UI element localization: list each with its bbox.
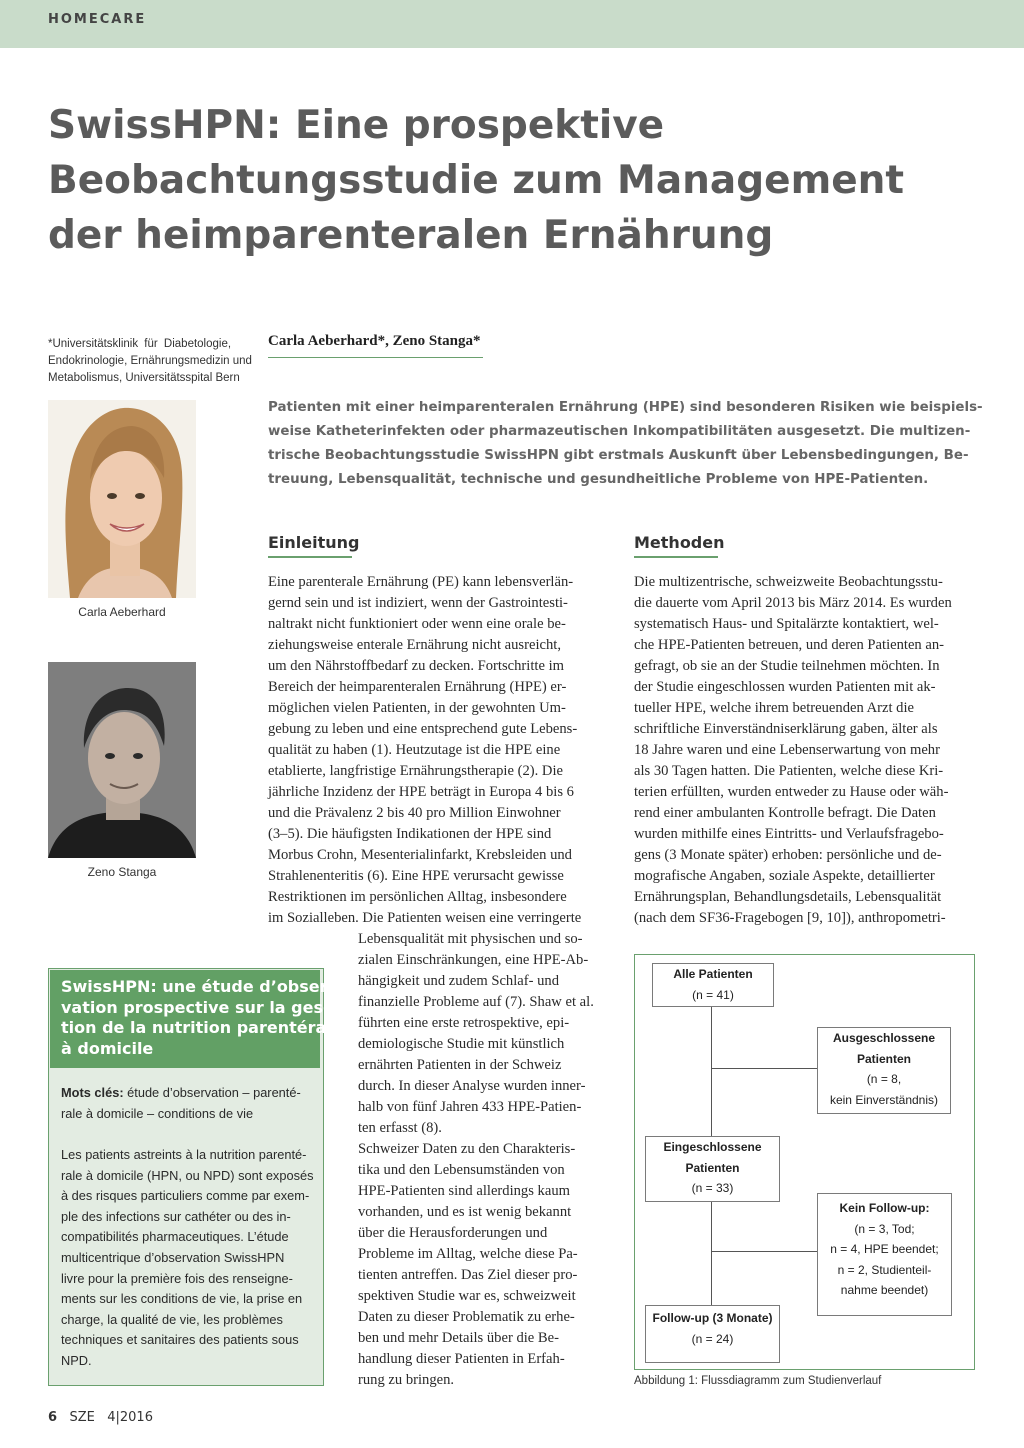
- title-line: à domicile: [61, 1038, 154, 1058]
- box-title: Alle Patienten: [673, 967, 753, 981]
- text-line: möglichen vielen Patienten, in der gewohnten Um-: [268, 700, 566, 716]
- text-line: NPD.: [61, 1352, 92, 1368]
- text-line: à des risques particuliers comme par exem-: [61, 1188, 310, 1204]
- text-line: ments sur les conditions de vie, la prise en: [61, 1291, 303, 1307]
- photo-caption: Carla Aeberhard: [78, 605, 166, 619]
- text-line: demiologische Studie mit künstlich: [358, 1036, 565, 1052]
- text-line: mografische Angaben, soziale Aspekte, detaillierter: [634, 868, 935, 884]
- flowchart-box-no-followup: [817, 1193, 952, 1316]
- text-line: Morbus Crohn, Mesenterialinfarkt, Krebsleiden und: [268, 847, 572, 863]
- section-header-bar: [0, 0, 1024, 48]
- lead-line: weise Katheterinfekten oder pharmazeutischen Inkompatibilitäten ausgesetzt. Die multizen-: [268, 424, 971, 439]
- text-line: schriftliche Einverständniserklärung gaben, älter als: [634, 721, 938, 737]
- text-line: zialen Einschränkungen, eine HPE-Ab-: [358, 952, 589, 968]
- text-line: Probleme im Alltag, welche diese Pa-: [358, 1246, 578, 1262]
- page-footer: [48, 1410, 153, 1425]
- text-line: ple des infections sur cathéter ou des in-: [61, 1208, 291, 1224]
- text-line: gebung zu leben und eine entsprechend gute Lebens-: [268, 721, 578, 737]
- keywords-line: rale à domicile – conditions de vie: [61, 1105, 254, 1121]
- lead-line: trische Beobachtungsstudie SwissHPN gibt erstmals Auskunft über Lebensbedingungen, Be-: [268, 448, 969, 463]
- text-line: jährliche Inzidenz der HPE beträgt in Europa 4 bis 6: [268, 784, 574, 800]
- heading-underline: [634, 556, 718, 558]
- journal-name: SZE: [69, 1410, 95, 1425]
- lead-line: treuung, Lebensqualität, technische und gesundheitliche Probleme von HPE-Patienten.: [268, 472, 929, 487]
- text-line: tika und den Lebensumständen von: [358, 1162, 565, 1178]
- keywords-text: étude d’observation – parenté-: [123, 1085, 301, 1100]
- box-title: Eingeschlossene: [663, 1140, 762, 1154]
- text-line: multicentrique d’observation SwissHPN: [61, 1249, 285, 1265]
- text-line: tienten antreffen. Das Ziel dieser pro-: [358, 1267, 578, 1283]
- text-line: Bereich der heimparenteralen Ernährung (HPE) er-: [268, 679, 567, 695]
- french-abstract: [61, 1145, 316, 1372]
- box-line: n = 2, Studienteil-: [837, 1262, 932, 1277]
- box-title: Follow-up (3 Monate): [652, 1311, 773, 1325]
- text-line: livre pour la première fois des renseigne-: [61, 1270, 293, 1286]
- text-line: Lebensqualität mit physischen und so-: [358, 931, 583, 947]
- text-line: tueller HPE, welche ihrem betreuenden Arzt die: [634, 700, 915, 716]
- text-line: die dauerte vom April 2013 bis März 2014. Es wurden: [634, 595, 952, 611]
- box-title: Patienten: [856, 1051, 911, 1066]
- text-line: Eine parenterale Ernährung (PE) kann lebensverlän-: [268, 574, 574, 590]
- text-line: über die Herausforderungen und: [358, 1225, 548, 1241]
- heading-underline: [268, 556, 352, 558]
- text-line: gernd sein und ist indiziert, wenn der Gastrointesti-: [268, 595, 568, 611]
- flowchart-box-included: [645, 1136, 780, 1202]
- text-line: rale à domicile (HPN, ou NPD) sont exposés: [61, 1167, 314, 1183]
- text-line: führten eine erste retrospektive, epi-: [358, 1015, 570, 1031]
- box-line: (n = 3, Tod;: [854, 1221, 915, 1236]
- text-line: spektiven Studie war es, schweizweit: [358, 1288, 576, 1304]
- issue-number: 4|2016: [107, 1410, 153, 1425]
- methoden-text: [634, 572, 976, 929]
- lead-paragraph: [268, 396, 983, 492]
- section-label: HOMECARE: [48, 12, 147, 27]
- text-line: hängigkeit und zudem Schlaf- und: [358, 973, 560, 989]
- text-line: che HPE-Patienten betreuen, und deren Patienten an-: [634, 637, 945, 653]
- text-line: handlung dieser Patienten in Erfah-: [358, 1351, 565, 1367]
- text-line: Les patients astreints à la nutrition parenté-: [61, 1147, 307, 1162]
- box-line: (n = 41): [692, 987, 734, 1002]
- text-line: compatibilités pharmaceutiques. L’étude: [61, 1229, 289, 1245]
- box-title: Patienten: [685, 1160, 740, 1175]
- section-heading-einleitung: Einleitung: [268, 533, 360, 552]
- affiliation-line: *Universitätsklinik für Diabetologie,: [48, 338, 232, 350]
- einleitung-text-narrow: [358, 929, 610, 1391]
- author-photo-aeberhard: [48, 400, 196, 598]
- affiliation-line: Metabolismus, Universitätsspital Bern: [48, 372, 240, 384]
- text-line: terien erfüllten, wurden entweder zu Hause oder wäh-: [634, 784, 949, 800]
- box-line: (n = 24): [691, 1331, 734, 1346]
- einleitung-text-wide: [268, 572, 610, 929]
- text-line: rung zu bringen.: [358, 1372, 455, 1388]
- text-line: vorhanden, und es ist wenig bekannt: [358, 1204, 572, 1220]
- text-line: systematisch Haus- und Spitalärzte kontaktiert, wel-: [634, 616, 939, 632]
- text-line: naltrakt nicht funktioniert oder wenn eine orale be-: [268, 616, 566, 632]
- lead-line: Patienten mit einer heimparenteralen Ernährung (HPE) sind besonderen Risiken wie beispiels-: [268, 400, 983, 415]
- page-number: 6: [48, 1410, 58, 1425]
- text-line: gens (3 Monate später) erhoben: persönliche und de-: [634, 847, 942, 863]
- text-line: ernährten Patienten in der Schweiz: [358, 1057, 562, 1073]
- flowchart-box-excluded: [817, 1027, 951, 1114]
- text-line: ten erfasst (8).: [358, 1120, 442, 1136]
- text-line: rend einer ambulanten Kontrolle befragt. Die Daten: [634, 805, 936, 821]
- text-line: und die Prävalenz 2 bis 40 pro Million Einwohner: [268, 805, 561, 821]
- text-line: im Sozialleben. Die Patienten weisen eine verringerte: [268, 910, 582, 926]
- text-line: Die multizentrische, schweizweite Beobachtungsstu-: [634, 574, 943, 590]
- affiliation: [48, 336, 252, 387]
- text-line: qualität zu haben (1). Heutzutage ist die HPE eine: [268, 742, 561, 758]
- text-line: finanzielle Probleme auf (7). Shaw et al.: [358, 994, 594, 1010]
- keywords-line: [61, 1083, 316, 1104]
- text-line: ziehungsweise enterale Ernährung nicht ausreicht,: [268, 637, 561, 653]
- text-line: (nach dem SF36-Fragebogen [9, 10]), anthropometri-: [634, 910, 946, 926]
- portrait-woman-image: [48, 400, 196, 598]
- text-line: halb von fünf Jahren 433 HPE-Patien-: [358, 1099, 582, 1115]
- text-line: 18 Jahre waren und eine Lebenserwartung von mehr: [634, 742, 940, 758]
- box-line: kein Einverständnis): [829, 1092, 939, 1107]
- text-line: techniques et sanitaires des patients sous: [61, 1332, 299, 1348]
- text-line: der Studie eingeschlossen wurden Patienten mit ak-: [634, 679, 936, 695]
- affiliation-line: Endokrinologie, Ernährungsmedizin und: [48, 355, 252, 367]
- text-line: Restriktionen im persönlichen Alltag, insbesondere: [268, 889, 567, 905]
- text-line: Schweizer Daten zu den Charakteris-: [358, 1141, 576, 1157]
- text-line: etablierte, langfristige Ernährungstherapie (2). Die: [268, 763, 563, 779]
- flowchart-box-followup: [645, 1305, 780, 1363]
- box-line: (n = 33): [691, 1181, 734, 1195]
- text-line: Daten zu dieser Problematik zu erhe-: [358, 1309, 575, 1325]
- text-line: wurden mithilfe eines Eintritts- und Verlaufsfragebo-: [634, 826, 944, 842]
- french-summary-title: [61, 977, 343, 1059]
- title-line: tion de la nutrition parentérale: [61, 1018, 343, 1037]
- text-line: HPE-Patienten sind allerdings kaum: [358, 1183, 570, 1199]
- text-line: gefragt, ob sie an der Studie teilnehmen möchten. In: [634, 658, 940, 674]
- figure-caption: Abbildung 1: Flussdiagramm zum Studienverlauf: [634, 1375, 882, 1387]
- title-line: Beobachtungsstudie zum Management: [48, 158, 905, 203]
- box-line: nahme beendet): [840, 1283, 929, 1297]
- title-line: SwissHPN: Eine prospektive: [48, 103, 665, 148]
- flowchart-box-all-patients: [652, 963, 774, 1007]
- flowchart-connector: [711, 1068, 817, 1069]
- section-heading-methoden: Methoden: [634, 533, 725, 552]
- flowchart-connector: [711, 1006, 712, 1136]
- text-line: als 30 Tagen hatten. Die Patienten, welche diese Kri-: [634, 763, 944, 779]
- box-title: Kein Follow-up:: [839, 1201, 930, 1215]
- authors-underline: [268, 357, 483, 358]
- french-keywords: [61, 1083, 316, 1124]
- text-line: Strahlenenteritis (6). Eine HPE verursacht gewisse: [268, 868, 564, 884]
- text-line: Ernährungsplan, Behandlungsdetails, Lebensqualität: [634, 889, 942, 905]
- title-line: der heimparenteralen Ernährung: [48, 213, 774, 258]
- flowchart-connector: [711, 1251, 817, 1252]
- portrait-man-image: [48, 662, 196, 858]
- article-title: [48, 98, 948, 263]
- title-line: vation prospective sur la ges-: [61, 997, 330, 1017]
- text-line: ben und mehr Details über die Be-: [358, 1330, 560, 1346]
- title-line: SwissHPN: une étude d’obser-: [61, 977, 335, 996]
- box-line: (n = 8,: [866, 1072, 902, 1086]
- authors: Carla Aeberhard*, Zeno Stanga*: [268, 333, 481, 349]
- text-line: durch. In dieser Analyse wurden inner-: [358, 1078, 586, 1094]
- text-line: um den Nährstoffbedarf zu decken. Fortschritte im: [268, 658, 564, 674]
- text-line: (3–5). Die häufigsten Indikationen der HPE sind: [268, 826, 552, 842]
- text-line: charge, la qualité de vie, les problèmes: [61, 1311, 283, 1327]
- keywords-label: Mots clés:: [61, 1085, 124, 1100]
- box-title: Ausgeschlossene: [832, 1031, 936, 1045]
- flowchart-connector: [711, 1201, 712, 1305]
- author-photo-stanga: [48, 662, 196, 858]
- box-line: n = 4, HPE beendet;: [830, 1242, 939, 1256]
- photo-caption: Zeno Stanga: [87, 865, 157, 879]
